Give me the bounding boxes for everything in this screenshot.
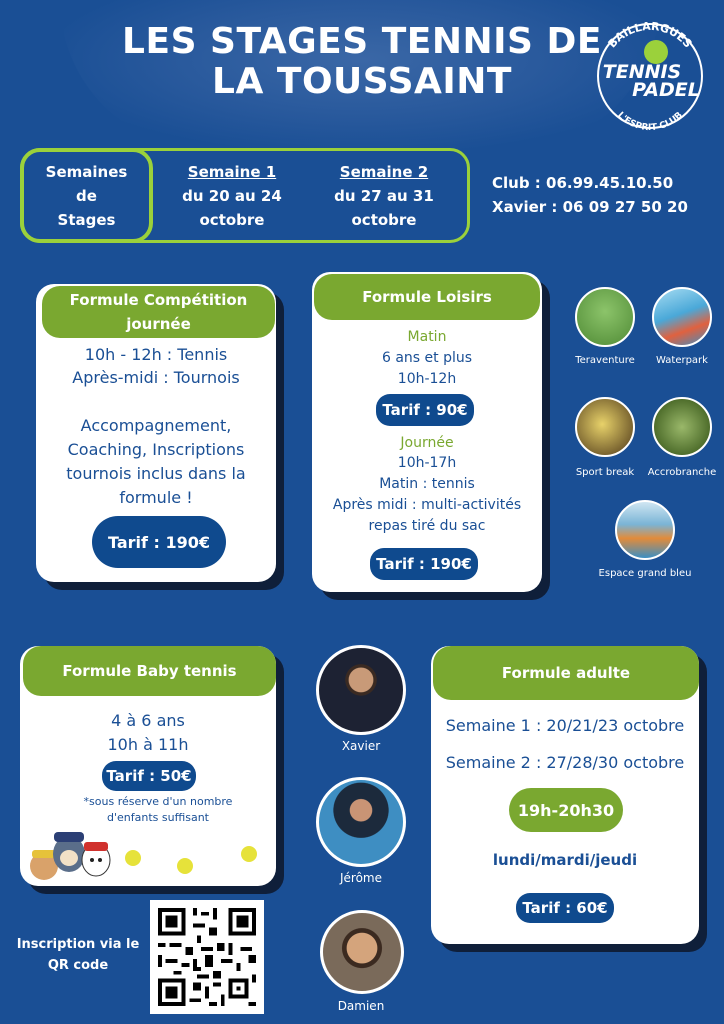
coach-xavier-photo [316,645,406,735]
week-1-label: Semaine 1 [187,163,277,181]
weeks-heading: Semaines de Stages [45,163,128,229]
cartoon-dogs-image [24,816,114,884]
baby-info: 4 à 6 ans 10h à 11h [107,711,189,754]
competition-price-badge: Tarif : 190€ [92,516,226,568]
teraventure-image [575,287,635,347]
activity-label: Teraventure [575,355,635,366]
loisirs-matin-label: Matin [407,329,447,345]
sport-break-image [575,397,635,457]
loisirs-matin-info: 6 ans et plus 10h-12h [381,350,473,387]
activity-label: Sport break [575,467,635,478]
svg-text:BAILLARGUES: BAILLARGUES [605,19,695,51]
title-line-2: LA TOUSSAINT [212,61,512,102]
svg-text:L'ESPRIT CLUB: L'ESPRIT CLUB [615,110,685,134]
adulte-days: lundi/mardi/jeudi [492,851,638,869]
loisirs-matin-price-badge: Tarif : 90€ [376,394,474,426]
title-line-1: LES STAGES TENNIS DE [122,21,602,62]
coach-name: Damien [337,999,385,1013]
week-2: Semaine 2 du 27 au 31 octobre [314,160,454,232]
loisirs-card [312,272,542,592]
competition-schedule: 10h - 12h : Tennis Après-midi : Tournois [72,345,240,387]
espace-grand-bleu-image [615,500,675,560]
activity-label: Accrobranche [647,467,717,478]
adulte-week-1: Semaine 1 : 20/21/23 octobre [445,716,685,735]
inscription-text: Inscription via le QR code [16,937,140,973]
coach-damien-photo [320,910,404,994]
tennis-ball-icon [241,846,257,862]
competition-title: Formule Compétition journée [42,286,275,338]
coach-jerome-photo [316,777,406,867]
loisirs-title: Formule Loisirs [314,274,540,320]
waterpark-image [652,287,712,347]
loisirs-journee-price-badge: Tarif : 190€ [370,548,478,580]
loisirs-journee-info: 10h-17h Matin : tennis Après midi : multi-activités repas tiré du sac [332,455,522,534]
baby-title: Formule Baby tennis [23,646,276,696]
xavier-phone: Xavier : 06 09 27 50 20 [492,198,688,216]
adulte-week-2: Semaine 2 : 27/28/30 octobre [445,753,685,772]
baby-price-badge: Tarif : 50€ [102,761,196,791]
adulte-hours-badge: 19h-20h30 [509,788,623,832]
tennis-ball-icon [125,850,141,866]
contact-info [492,171,712,219]
baby-note: *sous réserve d'un nombre d'enfants suffisant [83,795,233,824]
club-phone: Club : 06.99.45.10.50 [492,174,674,192]
adulte-title: Formule adulte [433,646,699,700]
activity-label: Espace grand bleu [598,568,692,579]
week-2-label: Semaine 2 [339,163,429,181]
accrobranche-image [652,397,712,457]
svg-text:PADEL: PADEL [632,79,700,101]
coach-name: Jérôme [339,871,382,885]
adulte-price-badge: Tarif : 60€ [516,893,614,923]
week-1: Semaine 1 du 20 au 24 octobre [162,160,302,232]
svg-text:TENNIS: TENNIS [602,61,682,83]
activity-label: Waterpark [656,355,708,366]
tennis-ball-icon [177,858,193,874]
loisirs-journee-label: Journée [400,435,454,451]
competition-description: Accompagnement, Coaching, Inscriptions tournois inclus dans la formule ! [66,416,246,507]
qr-code[interactable] [150,900,264,1014]
club-logo [584,14,716,136]
coach-name: Xavier [341,739,381,753]
